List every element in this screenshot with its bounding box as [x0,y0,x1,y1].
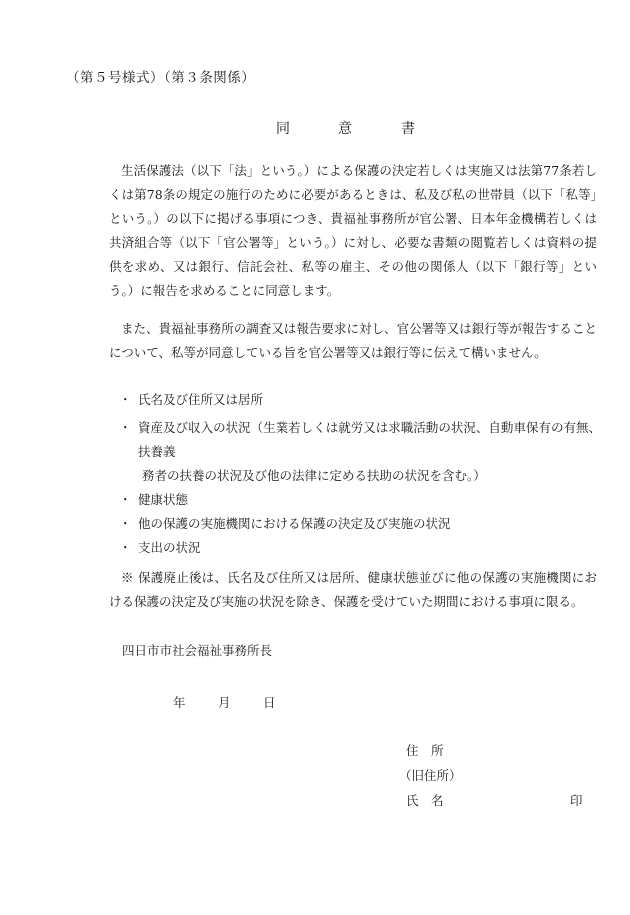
list-item [121,536,601,560]
list-item [121,388,601,412]
list-item-text: 支出の状況 [138,540,201,555]
list-item-continuation: 務者の扶養の状況及び他の法律に定める扶助の状況を含む。） [142,468,486,483]
list-item-text: 健康状態 [138,492,189,507]
list-item [121,416,601,488]
addressee: 四日市市社会福祉事務所長 [122,643,273,658]
title-char-1: 同 [276,121,290,137]
form-number: （第５号様式）（第３条関係） [66,70,256,86]
date-day-label: 日 [263,695,276,710]
seal-mark: 印 [570,793,583,808]
old-address-label: （旧住所） [399,768,462,783]
note-paragraph: ※ 保護廃止後は、氏名及び住所又は居所、健康状態並びに他の保護の実施機関における保護の決定及び実施の状況を除き、保護を受けていた期間における事項に限る。 [109,570,597,609]
date-month-label: 月 [218,695,231,710]
date-year-label: 年 [173,695,186,710]
title-char-2: 意 [338,121,352,137]
name-label: 氏 名 [406,793,444,808]
list-item [121,488,601,512]
list-item [121,512,601,536]
title-char-3: 書 [401,121,415,137]
list-item-text: 氏名及び住所又は居所 [138,392,264,407]
consent-paragraph-2: また、貴福祉事務所の調査又は報告要求に対し、官公署等又は銀行等が報告することについて、私等が同意している旨を官公署等又は銀行等に伝えて構いません。 [109,321,597,360]
address-label: 住 所 [406,743,444,758]
list-item-text: 資産及び収入の状況（生業若しくは就労又は求職活動の状況、自動車保有の有無、扶養義 [138,420,601,459]
list-item-text: 他の保護の実施機関における保護の決定及び実施の状況 [138,516,451,531]
consent-paragraph-1: 生活保護法（以下「法」という。）による保護の決定若しくは実施又は法第77条若しくは第78条の規定の施行のために必要があるときは、私及び私の世帯員（以下「私等」という。）の以下に掲げる事項につき、貴福祉事務所が官公署、日本年金機構若しくは共済組合等（以下「官公署等」という。）に対し、必要な書類の閲覧若しくは資料の提供を求め、又は銀行、信託会社、私等の雇主、その他の関係人（以下「銀行等」という。）に報告を求めることに同意します。 [109,163,597,298]
consent-items-list [121,388,601,560]
